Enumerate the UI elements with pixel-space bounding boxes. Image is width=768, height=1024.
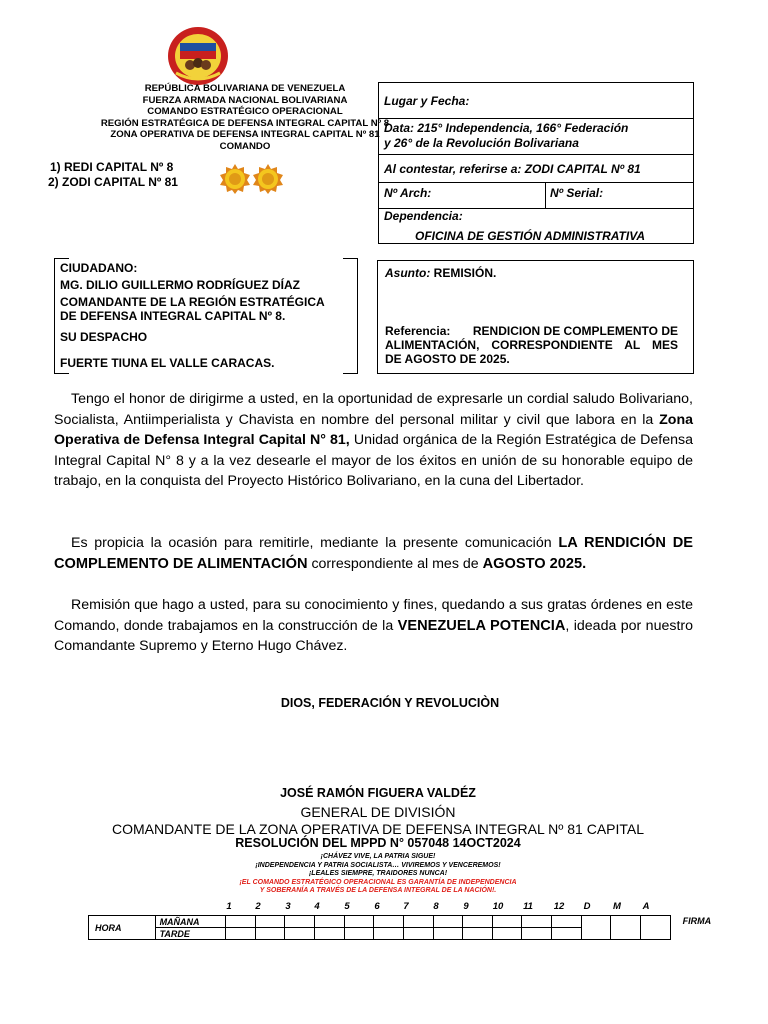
header-line: ZONA OPERATIVA DE DEFENSA INTEGRAL CAPITAL Nº 81 [110,129,380,141]
paragraph-bold-text: LA RENDICIÓN DE COMPLEMENTO DE ALIMENTACIÓN [54,535,694,572]
grid-cell[interactable] [463,916,493,928]
column-header: 8 [433,901,439,912]
time-grid-column-headers [0,901,768,913]
recipient-name: MG. DILIO GUILLERMO RODRÍGUEZ DÍAZ [60,278,300,292]
slogans-block [54,853,702,896]
grid-cell[interactable] [255,916,285,928]
grid-cell[interactable] [285,916,315,928]
grid-cell[interactable] [492,916,522,928]
column-header: 3 [285,901,291,912]
column-header: M [613,901,621,912]
header-line: REPÚBLICA BOLIVARIANA DE VENEZUELA [144,83,346,94]
document-info-box [378,82,694,244]
slogan-line: ¡CHÁVEZ VIVE, LA PATRIA SIGUE! [320,853,436,860]
signer-title: COMANDANTE DE LA ZONA OPERATIVA DE DEFENSA INTEGRAL Nº 81 CAPITAL [111,821,645,837]
column-header: 1 [226,901,232,912]
signer-rank: GENERAL DE DIVISIÓN [300,804,456,820]
oficina-value: OFICINA DE GESTIÓN ADMINISTRATIVA [415,229,645,243]
column-header: 4 [314,901,320,912]
paragraph-text: Unidad orgánica de la Región Estratégica de Defensa Integral Capital N° 8 y a la vez desearle el mayor de los éxitos en unión de su honorable equipo de trabajo, en la conquista del Proyecto Histórico Bolivariano, en la cuna del Libertador. [54,432,694,489]
time-grid [88,915,768,940]
grid-cell[interactable] [552,928,582,940]
fanb-emblem [166,25,230,87]
firma-label: FIRMA [682,915,712,926]
column-header: A [642,901,650,912]
paragraph-text: , ideada por nuestro Comandante Supremo y Eterno Hugo Chávez. [54,617,693,654]
column-header: 9 [463,901,469,912]
badge-zodi-icon [252,163,284,200]
paragraph-closing [54,595,693,657]
paragraph-text: Es propicia la ocasión para remitirle, mediante la presente comunicación [71,535,559,551]
signer-name: JOSÉ RAMÓN FIGUERA VALDÉZ [280,786,476,800]
subject-value: REMISIÓN. [430,266,497,280]
grid-cell[interactable] [403,916,433,928]
arch-serial-row [379,183,693,209]
header-line: REGIÓN ESTRATÉGICA DE DEFENSA INTEGRAL CAPITAL Nº 8 [100,117,390,129]
grid-cell[interactable] [611,916,641,940]
motto: DIOS, FEDERACIÓN Y REVOLUCIÒN [280,696,500,710]
grid-cell[interactable] [344,916,374,928]
slogan-line-red: ¡EL COMANDO ESTRATÉGICO OPERACIONAL ES GARANTÍA DE INDEPENDENCIA [239,878,517,886]
grid-cell[interactable] [433,916,463,928]
grid-cell[interactable] [226,928,256,940]
subject-label: Asunto: [385,266,431,280]
data-line-1: Data: 215° Independencia, 166° Federación [384,121,629,135]
grid-cell[interactable] [581,916,611,940]
subject-box [377,260,694,374]
reference-label: Referencia: [385,324,451,338]
paragraph-bold-text: VENEZUELA POTENCIA [397,617,566,634]
recipient-salutation: CIUDADANO: [60,261,138,275]
reference-line-1: RENDICION DE COMPLEMENTO DE [472,324,678,338]
header-line: FUERZA ARMADA NACIONAL BOLIVARIANA [142,94,348,106]
header-line: COMANDO ESTRATÉGICO OPERACIONAL [147,106,343,118]
recipient-office: SU DESPACHO [60,330,148,344]
contestar-line: Al contestar, referirse a: ZODI CAPITAL Nº 81 [379,155,693,183]
column-header: 6 [374,901,380,912]
slogan-line-red: Y SOBERANÍA A TRAVÉS DE LA DEFENSA INTEGRAL DE LA NACIÓN!. [259,887,497,895]
manana-label: MAÑANA [155,916,226,928]
grid-cell[interactable] [463,928,493,940]
paragraph-remission [54,533,693,574]
paragraph-greeting [54,389,693,492]
serial-label: Nº Serial: [550,186,604,200]
ref-zodi: 2) ZODI CAPITAL Nº 81 [48,175,178,189]
reference-line-2: ALIMENTACIÓN, CORRESPONDIENTE AL MES [385,338,678,352]
paragraph-text: Tengo el honor de dirigirme a usted, en la oportunidad de expresarle un cordial saludo Bolivariano, Socialista, Antiimperialista y Chavista en nombre del personal militar y civil que labora en la [54,391,693,428]
arch-label: Nº Arch: [384,186,432,200]
ref-redi: 1) REDI CAPITAL Nº 8 [50,160,174,174]
grid-cell[interactable] [552,916,582,928]
grid-cell[interactable] [315,916,345,928]
tarde-label: TARDE [155,928,226,940]
hora-label: HORA [89,916,156,940]
grid-cell[interactable] [374,928,404,940]
column-header: D [583,901,591,912]
paragraph-bold-text: Zona Operativa de Defensa Integral Capital N° 81, [54,411,693,448]
recipient-block [54,258,358,374]
column-header: 12 [553,901,565,912]
dependencia-label: Dependencia: [384,209,463,223]
grid-cell[interactable] [374,916,404,928]
data-line-2: y 26° de la Revolución Bolivariana [384,136,579,150]
subject-line [385,266,496,280]
grid-cell[interactable] [492,928,522,940]
slogan-line: ¡LEALES SIEMPRE, TRAIDORES NUNCA! [308,870,448,878]
column-header: 5 [344,901,350,912]
badge-redi-icon [219,163,251,200]
grid-cell[interactable] [255,928,285,940]
slogan-line: ¡INDEPENDENCIA Y PATRIA SOCIALISTA… VIVIREMOS Y VENCEREMOS! [255,861,501,869]
reference-line-3: DE AGOSTO DE 2025. [385,352,510,366]
column-header: 7 [403,901,409,912]
paragraph-bold-text: AGOSTO 2025. [482,555,587,572]
grid-cell[interactable] [522,916,552,928]
paragraph-text: correspondiente al mes de [307,555,483,572]
recipient-title-2: DE DEFENSA INTEGRAL CAPITAL Nº 8. [60,309,286,323]
column-header: 10 [492,901,504,912]
lugar-fecha: Lugar y Fecha: [379,83,693,119]
column-header: 2 [255,901,261,912]
grid-cell[interactable] [640,916,670,940]
data-line [379,119,693,155]
signer-resolution: RESOLUCIÓN DEL MPPD N° 057048 14OCT2024 [235,836,521,850]
grid-cell[interactable] [344,928,374,940]
grid-cell[interactable] [226,916,256,928]
grid-cell[interactable] [315,928,345,940]
grid-cell[interactable] [433,928,463,940]
paragraph-text: Remisión que hago a usted, para su conocimiento y fines, quedando a sus gratas órdenes en este Comando, donde trabajamos en la construcción de la [54,597,693,634]
grid-cell[interactable] [403,928,433,940]
header-line: COMANDO [219,140,271,152]
column-header: 11 [523,901,533,912]
reference-block [385,324,678,366]
recipient-address: FUERTE TIUNA EL VALLE CARACAS. [60,356,275,370]
grid-cell[interactable] [285,928,315,940]
grid-cell[interactable] [522,928,552,940]
recipient-title-1: COMANDANTE DE LA REGIÓN ESTRATÉGICA [60,295,325,309]
